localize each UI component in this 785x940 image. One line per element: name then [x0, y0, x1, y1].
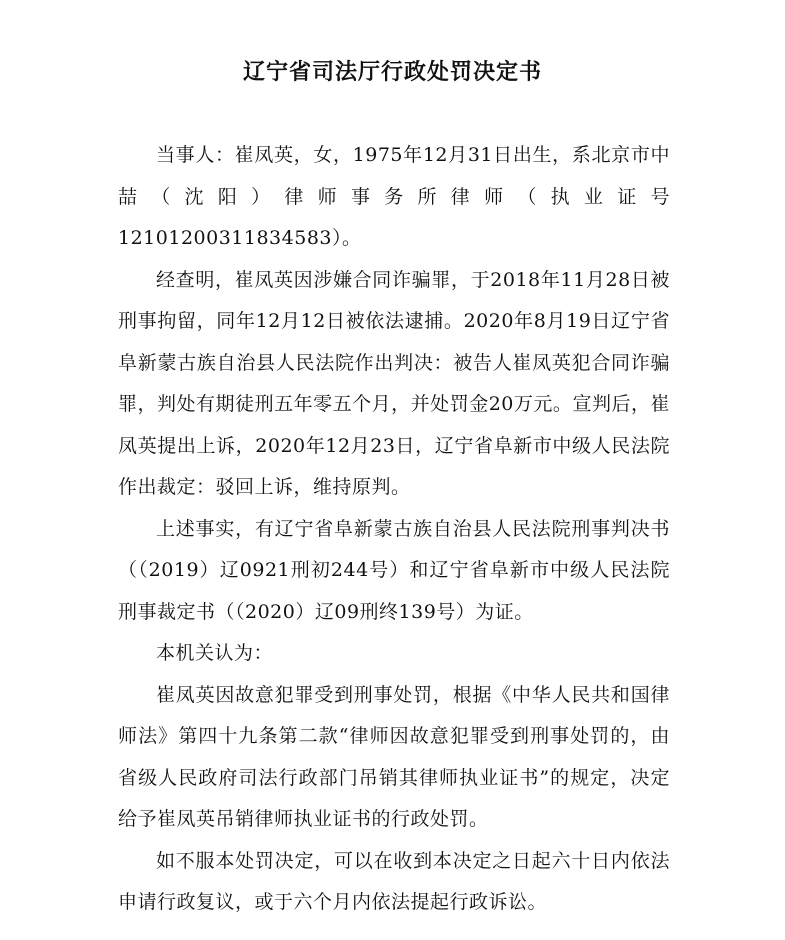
decision-paragraph: 崔凤英因故意犯罪受到刑事处罚，根据《中华人民共和国律师法》第四十九条第二款“律师因故意犯罪受到刑事处罚的，由省级人民政府司法行政部门吊销其律师执业证书”的规定，决定给予崔凤英吊销律师执业证书的行政处罚。 — [118, 683, 670, 830]
document-body — [118, 135, 670, 924]
appeal-rights-paragraph: 如不服本处罚决定，可以在收到本决定之日起六十日内依法申请行政复议，或于六个月内依法提起行政诉讼。 — [118, 849, 670, 913]
opinion-heading-paragraph: 本机关认为： — [156, 642, 274, 664]
party-paragraph: 当事人：崔凤英，女，1975年12月31日出生，系北京市中喆（沈阳）律师事务所律师（执业证号12101200311834583）。 — [118, 144, 670, 249]
evidence-paragraph: 上述事实，有辽宁省阜新蒙古族自治县人民法院刑事判决书（（2019）辽0921刑初244号）和辽宁省阜新市中级人民法院刑事裁定书（（2020）辽09刑终139号）为证。 — [118, 517, 670, 623]
document-title: 辽宁省司法厅行政处罚决定书 — [242, 59, 542, 85]
facts-paragraph: 经查明，崔凤英因涉嫌合同诈骗罪，于2018年11月28日被刑事拘留，同年12月12日被依法逮捕。2020年8月19日辽宁省阜新蒙古族自治县人民法院作出判决：被告人崔凤英犯合同诈骗罪，判处有期徒刑五年零五个月，并处罚金20万元。宣判后，崔凤英提出上诉，2020年12月23日，辽宁省阜新市中级人民法院作出裁定：驳回上诉，维持原判。 — [118, 268, 670, 498]
